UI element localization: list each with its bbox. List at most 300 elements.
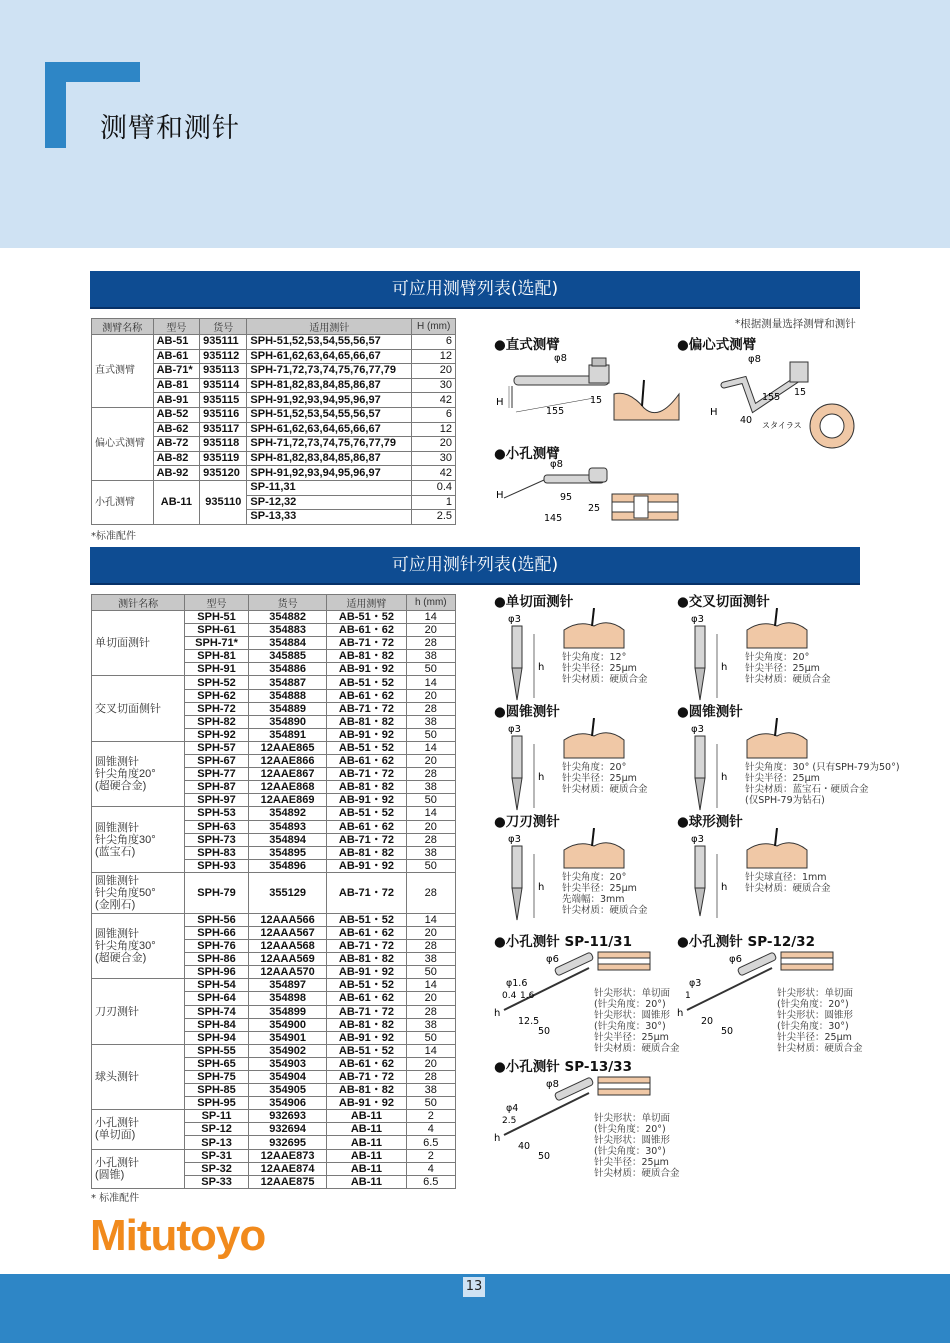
code-cell: 12AAA567 (248, 926, 326, 939)
h-cell: 20 (406, 1057, 455, 1070)
column-header: h (mm) (406, 595, 455, 611)
h-cell: 50 (406, 1031, 455, 1044)
code-cell: 12AAE875 (248, 1175, 326, 1188)
stylus-diagram-title: ●圆锥测针 (494, 704, 560, 720)
spec-line: 针尖半径：25μm (562, 663, 637, 674)
hole-h-label: h (677, 1008, 684, 1019)
arm-cell: AB-51・52 (327, 676, 406, 689)
arm-cell: AB-91・92 (327, 663, 406, 676)
group-name-line: 单切面测针 (95, 637, 150, 650)
model-cell: SPH-85 (185, 1084, 249, 1097)
group-name-line: 球头测针 (95, 1071, 139, 1084)
code-cell: 354884 (248, 637, 326, 650)
spec-line: 针尖角度：20° (562, 762, 627, 773)
hole-l3-label: 25 (588, 503, 601, 514)
code-cell: 354889 (248, 702, 326, 715)
offset-h-label: H (710, 407, 718, 418)
code-cell: 935111 (200, 335, 247, 350)
arm-cell: AB-71・72 (327, 768, 406, 781)
stylus-diagram-title: ●交叉切面测针 (677, 594, 770, 610)
group-name (92, 979, 185, 1044)
spec-line: (针尖角度：20°) (777, 999, 849, 1010)
mitutoyo-logo: Mitutoyo (90, 1211, 266, 1260)
code-cell: 354883 (248, 624, 326, 637)
offset-l3-label: 40 (740, 415, 753, 426)
h-cell: 50 (406, 966, 455, 979)
code-cell: 935115 (200, 393, 247, 408)
arm-cell: AB-71・72 (327, 1005, 406, 1018)
code-cell: 355129 (248, 872, 326, 913)
arm-cell: AB-11 (327, 1136, 406, 1149)
h-cell: 30 (412, 451, 456, 466)
h-cell: 38 (406, 1084, 455, 1097)
spec-line: 针尖形状：圆锥形 (594, 1135, 671, 1146)
code-cell: 354898 (248, 992, 326, 1005)
spec-line: 针尖材质：硬质合金 (562, 674, 648, 685)
hole-d1-label: φ6 (546, 954, 559, 965)
table-row (92, 480, 456, 495)
table-row (92, 807, 456, 820)
stylus-cell: SPH-91,92,93,94,95,96,97 (247, 466, 412, 481)
h-cell: 20 (412, 364, 456, 379)
group-name-line: (超硬合金) (95, 952, 147, 965)
straight-arm-title: ●直式测臂 (494, 337, 560, 353)
group-name (92, 872, 185, 913)
stylus-d-label: φ3 (691, 834, 704, 845)
code-cell: 12AAE868 (248, 781, 326, 794)
model-cell: AB-52 (153, 407, 200, 422)
stylus-spec (745, 872, 831, 894)
column-header: 适用测臂 (327, 595, 406, 611)
code-cell: 354882 (248, 611, 326, 624)
hole-b-label: 1.6 (520, 991, 535, 1001)
h-cell: 50 (406, 1097, 455, 1110)
offset-d-label: φ8 (748, 354, 761, 365)
h-cell: 20 (412, 437, 456, 452)
model-cell: SP-33 (185, 1175, 249, 1188)
model-cell: SPH-53 (185, 807, 249, 820)
h-cell: 20 (406, 992, 455, 1005)
group-name: 偏心式测臂 (92, 407, 154, 480)
code-cell: 12AAE874 (248, 1162, 326, 1175)
spec-line: (针尖角度：30°) (777, 1021, 849, 1032)
group-name (92, 611, 185, 676)
group-name-line: 小孔测针 (95, 1156, 139, 1169)
arm-cell: AB-61・62 (327, 820, 406, 833)
stylus-cell: SPH-61,62,63,64,65,66,67 (247, 422, 412, 437)
table-row (92, 979, 456, 992)
stylus-spec (745, 762, 900, 806)
h-cell: 6 (412, 407, 456, 422)
spec-line: 针尖材质：硬质合金 (594, 1043, 680, 1054)
arm-cell: AB-11 (327, 1162, 406, 1175)
stylus-cell: SPH-81,82,83,84,85,86,87 (247, 451, 412, 466)
model-cell: SPH-87 (185, 781, 249, 794)
code-cell: 354886 (248, 663, 326, 676)
code-cell: 12AAE869 (248, 794, 326, 807)
code-cell: 354899 (248, 1005, 326, 1018)
model-cell: SPH-93 (185, 859, 249, 872)
code-cell: 935116 (200, 407, 247, 422)
spec-line: (针尖角度：30°) (594, 1146, 666, 1157)
h-cell: 30 (412, 378, 456, 393)
page-number: 13 (463, 1277, 485, 1297)
stylus-cell: SPH-61,62,63,64,65,66,67 (247, 349, 412, 364)
hole-d2-label: φ3 (689, 978, 702, 989)
arm-cell: AB-61・62 (327, 1057, 406, 1070)
spec-line: 先端幅：3mm (562, 894, 625, 905)
group-name (92, 1110, 185, 1149)
h-cell: 20 (406, 755, 455, 768)
code-cell: 354891 (248, 728, 326, 741)
model-cell: SPH-63 (185, 820, 249, 833)
model-cell: SPH-83 (185, 846, 249, 859)
model-cell: SPH-82 (185, 715, 249, 728)
model-cell: SPH-65 (185, 1057, 249, 1070)
model-cell: SPH-55 (185, 1044, 249, 1057)
spec-line: (针尖角度：20°) (594, 999, 666, 1010)
group-name-line: 圆锥测针 (95, 756, 139, 769)
code-cell: 932693 (248, 1110, 326, 1123)
model-cell: SPH-72 (185, 702, 249, 715)
code-cell: 932695 (248, 1136, 326, 1149)
hole-d1-label: φ6 (729, 954, 742, 965)
h-cell: 50 (406, 794, 455, 807)
hole-stylus-title: ●小孔测针 SP-13/33 (494, 1059, 632, 1075)
spec-line: (仅SPH-79为钻石) (745, 795, 825, 806)
code-cell: 354887 (248, 676, 326, 689)
arm-cell: AB-81・82 (327, 1084, 406, 1097)
h-cell: 4 (406, 1162, 455, 1175)
h-cell: 38 (406, 650, 455, 663)
hole-a-label: 2.5 (502, 1116, 517, 1126)
column-header: H (mm) (412, 319, 456, 335)
model-cell: AB-91 (153, 393, 200, 408)
h-cell: 0.4 (412, 480, 456, 495)
h-cell: 38 (406, 781, 455, 794)
model-cell: AB-82 (153, 451, 200, 466)
group-name-line: 刀刃测针 (95, 1005, 139, 1018)
hole-l2-label: 50 (538, 1026, 551, 1037)
stylus-diagram-title: ●单切面测针 (494, 594, 574, 610)
hole-stylus-spec (777, 988, 863, 1054)
h-cell: 28 (406, 1005, 455, 1018)
group-name-line: (圆锥) (95, 1168, 125, 1181)
code-cell: 935119 (200, 451, 247, 466)
h-cell: 38 (406, 953, 455, 966)
hole-l2-label: 50 (721, 1026, 734, 1037)
code-cell: 354900 (248, 1018, 326, 1031)
stylus-d-label: φ3 (691, 724, 704, 735)
model-cell: SP-31 (185, 1149, 249, 1162)
h-cell: 2 (406, 1110, 455, 1123)
stylus-spec (562, 762, 648, 795)
spec-line: (针尖角度：20°) (594, 1124, 666, 1135)
model-cell: SPH-64 (185, 992, 249, 1005)
hole-stylus-title: ●小孔测针 SP-12/32 (677, 934, 815, 950)
stylus-footnote: * 标准配件 (91, 1193, 140, 1204)
table-row (92, 611, 456, 624)
arm-cell: AB-71・72 (327, 1071, 406, 1084)
group-name (92, 913, 185, 978)
straight-h-label: H (496, 397, 504, 408)
model-cell: SPH-57 (185, 741, 249, 754)
arm-cell: AB-51・52 (327, 807, 406, 820)
table-row (92, 1110, 456, 1123)
hole-l1-label: 40 (518, 1141, 531, 1152)
stylus-section-title: 可应用测针列表(选配) (90, 547, 860, 585)
spec-line: 针尖材质：硬质合金 (777, 1043, 863, 1054)
arm-cell: AB-61・62 (327, 992, 406, 1005)
model-cell: SP-13 (185, 1136, 249, 1149)
model-cell: SPH-77 (185, 768, 249, 781)
code-cell: 935118 (200, 437, 247, 452)
model-cell: AB-61 (153, 349, 200, 364)
column-header: 测针名称 (92, 595, 185, 611)
arm-cell: AB-81・82 (327, 650, 406, 663)
h-cell: 28 (406, 702, 455, 715)
table-row (92, 407, 456, 422)
hole-arm-diagram (494, 458, 684, 530)
group-name (92, 741, 185, 806)
h-cell: 2 (406, 1149, 455, 1162)
model-cell: SPH-71* (185, 637, 249, 650)
spec-line: 针尖形状：圆锥形 (777, 1010, 854, 1021)
table-row (92, 1149, 456, 1162)
straight-d-label: φ8 (554, 353, 567, 364)
code-cell: 935117 (200, 422, 247, 437)
stylus-h-label: h (721, 662, 728, 673)
arm-cell: AB-11 (327, 1175, 406, 1188)
h-cell: 28 (406, 1071, 455, 1084)
code-cell: 12AAE866 (248, 755, 326, 768)
table-row (92, 913, 456, 926)
hole-stylus-spec (594, 988, 680, 1054)
spec-line: 针尖半径：25μm (745, 663, 820, 674)
page-title: 测臂和测针 (100, 113, 240, 144)
h-cell: 42 (412, 393, 456, 408)
h-cell: 14 (406, 979, 455, 992)
h-cell: 20 (406, 926, 455, 939)
group-name-line: 针尖角度20° (95, 768, 156, 781)
spec-line: 针尖形状：单切面 (594, 988, 671, 999)
code-cell: 935110 (200, 480, 247, 524)
arm-cell: AB-71・72 (327, 940, 406, 953)
stylus-d-label: φ3 (508, 834, 521, 845)
model-cell: SPH-91 (185, 663, 249, 676)
group-name-line: 针尖角度50° (95, 886, 156, 899)
arm-section-title: 可应用测臂列表(选配) (90, 271, 860, 309)
h-cell: 20 (406, 624, 455, 637)
model-cell: SPH-74 (185, 1005, 249, 1018)
model-cell: SPH-73 (185, 833, 249, 846)
arm-cell: AB-81・82 (327, 846, 406, 859)
arm-cell: AB-51・52 (327, 1044, 406, 1057)
group-name-line: (超硬合金) (95, 780, 147, 793)
model-cell: SPH-97 (185, 794, 249, 807)
model-cell: SPH-94 (185, 1031, 249, 1044)
hole-d2-label: φ1.6 (506, 978, 528, 989)
column-header: 适用测针 (247, 319, 412, 335)
h-cell: 12 (412, 422, 456, 437)
code-cell: 354905 (248, 1084, 326, 1097)
h-cell: 42 (412, 466, 456, 481)
table-row (92, 676, 456, 689)
arm-cell: AB-61・62 (327, 755, 406, 768)
model-cell: SPH-61 (185, 624, 249, 637)
h-cell: 50 (406, 728, 455, 741)
code-cell: 935112 (200, 349, 247, 364)
h-cell: 38 (406, 715, 455, 728)
arm-cell: AB-61・62 (327, 689, 406, 702)
hole-arm-title: ●小孔测臂 (494, 446, 560, 462)
hole-stylus-title: ●小孔测针 SP-11/31 (494, 934, 632, 950)
stylus-h-label: h (538, 662, 545, 673)
spec-line: 针尖角度：20° (562, 872, 627, 883)
hole-h-label: h (494, 1008, 501, 1019)
model-cell: SPH-62 (185, 689, 249, 702)
arm-cell: AB-81・82 (327, 781, 406, 794)
arm-table (91, 318, 456, 525)
spec-line: 针尖材质：硬质合金 (745, 674, 831, 685)
stylus-h-label: h (721, 882, 728, 893)
model-cell: SPH-76 (185, 940, 249, 953)
stylus-cell: SPH-71,72,73,74,75,76,77,79 (247, 364, 412, 379)
hole-l2-label: 50 (538, 1151, 551, 1162)
arm-cell: AB-71・72 (327, 872, 406, 913)
offset-stylus-label: スタイラス (762, 421, 802, 430)
group-name-line: 圆锥测针 (95, 928, 139, 941)
column-header: 型号 (153, 319, 200, 335)
spec-line: 针尖半径：25μm (594, 1157, 669, 1168)
code-cell: 12AAE873 (248, 1149, 326, 1162)
arm-cell: AB-81・82 (327, 953, 406, 966)
code-cell: 354906 (248, 1097, 326, 1110)
code-cell: 12AAA570 (248, 966, 326, 979)
code-cell: 935114 (200, 378, 247, 393)
arm-cell: AB-11 (327, 1110, 406, 1123)
spec-line: 针尖形状：圆锥形 (594, 1010, 671, 1021)
stylus-spec (562, 872, 648, 916)
stylus-spec (745, 652, 831, 685)
arm-cell: AB-11 (327, 1149, 406, 1162)
code-cell: 354897 (248, 979, 326, 992)
spec-line: 针尖角度：12° (562, 652, 627, 663)
h-cell: 50 (406, 663, 455, 676)
stylus-table (91, 594, 456, 1189)
hole-l1-label: 95 (560, 492, 573, 503)
group-name-line: 针尖角度30° (95, 940, 156, 953)
column-header: 测臂名称 (92, 319, 154, 335)
model-cell: AB-71* (153, 364, 200, 379)
table-row (92, 1044, 456, 1057)
spec-line: 针尖材质：蓝宝石・硬质合金 (745, 784, 869, 795)
model-cell: SP-11 (185, 1110, 249, 1123)
code-cell: 935120 (200, 466, 247, 481)
column-header: 货号 (248, 595, 326, 611)
hole-l1-label: 20 (701, 1016, 714, 1027)
stylus-diagram-title: ●球形测针 (677, 814, 743, 830)
arm-cell: AB-91・92 (327, 794, 406, 807)
arm-note: *根据测量选择测臂和测针 (735, 318, 856, 330)
spec-line: 针尖半径：25μm (594, 1032, 669, 1043)
group-name: 直式测臂 (92, 335, 154, 408)
straight-arm-diagram (494, 350, 684, 430)
hole-d2-label: φ4 (506, 1103, 519, 1114)
code-cell: 354894 (248, 833, 326, 846)
model-cell: SP-12 (185, 1123, 249, 1136)
model-cell: SPH-67 (185, 755, 249, 768)
straight-l2-label: 15 (590, 395, 603, 406)
code-cell: 345885 (248, 650, 326, 663)
model-cell: SPH-92 (185, 728, 249, 741)
h-cell: 28 (406, 940, 455, 953)
group-name (92, 1149, 185, 1188)
stylus-diagram-title: ●圆锥测针 (677, 704, 743, 720)
spec-line: 针尖球直径：1mm (745, 872, 827, 883)
h-cell: 14 (406, 913, 455, 926)
group-name-line: (蓝宝石) (95, 845, 136, 858)
code-cell: 354893 (248, 820, 326, 833)
model-cell: SPH-95 (185, 1097, 249, 1110)
offset-l1-label: 155 (762, 392, 781, 403)
model-cell: SPH-51 (185, 611, 249, 624)
spec-line: 针尖形状：单切面 (594, 1113, 671, 1124)
h-cell: 1 (412, 495, 456, 510)
code-cell: 354896 (248, 859, 326, 872)
arm-cell: AB-81・82 (327, 715, 406, 728)
code-cell: 354902 (248, 1044, 326, 1057)
group-name-line: 交叉切面侧针 (95, 702, 161, 715)
hole-a-label: 0.4 (502, 991, 517, 1001)
h-cell: 2.5 (412, 510, 456, 525)
stylus-h-label: h (538, 772, 545, 783)
h-cell: 4 (406, 1123, 455, 1136)
column-header: 型号 (185, 595, 249, 611)
h-cell: 12 (412, 349, 456, 364)
spec-line: 针尖半径：25μm (745, 773, 820, 784)
code-cell: 354892 (248, 807, 326, 820)
h-cell: 14 (406, 676, 455, 689)
model-cell: AB-72 (153, 437, 200, 452)
spec-line: 针尖角度：30° (只有SPH-79为50°) (745, 762, 900, 773)
code-cell: 354890 (248, 715, 326, 728)
h-cell: 14 (406, 1044, 455, 1057)
h-cell: 6.5 (406, 1136, 455, 1149)
model-cell: SPH-81 (185, 650, 249, 663)
arm-cell: AB-81・82 (327, 1018, 406, 1031)
h-cell: 20 (406, 689, 455, 702)
arm-cell: AB-61・62 (327, 926, 406, 939)
h-cell: 20 (406, 820, 455, 833)
model-cell: SP-32 (185, 1162, 249, 1175)
stylus-h-label: h (721, 772, 728, 783)
group-name-line: 圆锥测针 (95, 821, 139, 834)
model-cell: AB-92 (153, 466, 200, 481)
hole-h-label: h (494, 1133, 501, 1144)
stylus-cell: SPH-81,82,83,84,85,86,87 (247, 378, 412, 393)
h-cell: 38 (406, 1018, 455, 1031)
model-cell: AB-62 (153, 422, 200, 437)
arm-cell: AB-91・92 (327, 966, 406, 979)
model-cell: SPH-66 (185, 926, 249, 939)
code-cell: 354903 (248, 1057, 326, 1070)
h-cell: 14 (406, 741, 455, 754)
arm-cell: AB-91・92 (327, 1097, 406, 1110)
code-cell: 12AAE867 (248, 768, 326, 781)
model-cell: SPH-84 (185, 1018, 249, 1031)
code-cell: 354888 (248, 689, 326, 702)
